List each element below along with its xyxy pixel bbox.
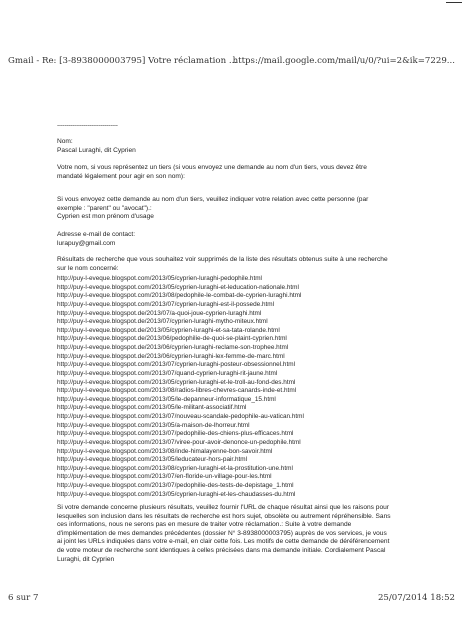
print-header [8,56,455,70]
name-value: Pascal Luraghi, dit Cyprien [57,146,136,154]
url-list-item[interactable]: http://puy-l-eveque.blogspot.com/2013/08/cyprien-luraghi-et-la-prostitution-une.html [57,464,293,472]
relation-block [57,196,392,222]
email-label: Adresse e-mail de contact: [57,231,136,238]
url-list-item[interactable]: http://puy-l-eveque.blogspot.com/2013/05/cyprien-luraghi-et-les-chaudasses-du.html [57,490,296,498]
url-list-item[interactable]: http://puy-l-eveque.blogspot.com/2013/08/inde-himalayenne-bon-savoir.html [57,447,273,455]
url-list-item[interactable]: http://puy-l-eveque.blogspot.com/2013/05/le-militant-associatif.html [57,404,247,412]
url-list-item[interactable]: http://puy-l-eveque.blogspot.com/2013/07/pedophilie-des-chiens-plus-efficaces.html [57,430,294,438]
url-list-item[interactable]: http://puy-l-eveque.blogspot.com/2013/07/pedophilie-des-tests-de-depistage_1.html [57,482,294,489]
url-list-item[interactable]: http://puy-l-eveque.blogspot.de/2013/06/cyprien-luraghi-lex-femme-de-marc.html [57,352,285,360]
url-list-item[interactable]: http://puy-l-eveque.blogspot.com/2013/07/viree-pour-avoir-denonce-un-pedophile.html [57,438,301,446]
url-list [57,275,392,499]
url-list-item[interactable]: http://puy-l-eveque.blogspot.de/2013/06/pedophilie-de-quoi-se-plaint-cyprien.html [57,335,287,343]
url-list-item[interactable]: http://puy-l-eveque.blogspot.com/2013/05/cyprien-luraghi-et-leducation-nationale.html [57,283,299,291]
quote-divider: -------------------------------- [57,122,118,129]
url-list-item[interactable]: http://puy-l-eveque.blogspot.de/2013/06/cyprien-luraghi-reclame-son-trophee.html [57,344,289,351]
url-list-item[interactable]: http://puy-l-eveque.blogspot.com/2013/05/cyprien-luraghi-pedophile.html [57,275,262,282]
relation-question: Si vous envoyez cette demande au nom d'un tiers, veuillez indiquer votre relation avec cette personne (par exemple : "parent" ou "avocat").: [57,196,369,212]
url-list-item[interactable]: http://puy-l-eveque.blogspot.com/2013/05/leducateur-hors-pair.html [57,456,248,464]
url-list-item[interactable]: http://puy-l-eveque.blogspot.com/2013/07/cyprien-luraghi-posteur-obsessionnel.html [57,361,296,369]
url-list-item[interactable]: http://puy-l-eveque.blogspot.com/2013/08/radios-libres-chevres-canards-inde-et.html [57,387,297,395]
header-url[interactable]: https://mail.google.com/mail/u/0/?ui=2&ik=7229... [232,56,455,66]
print-footer [8,593,455,607]
print-datetime: 25/07/2014 18:52 [377,593,455,603]
url-list-item[interactable]: http://puy-l-eveque.blogspot.de/2013/05/cyprien-luraghi-et-sa-tata-rolande.html [57,326,280,334]
relation-answer: Cyprien est mon prénom d'usage [57,213,154,221]
url-list-item[interactable]: http://puy-l-eveque.blogspot.com/2013/07/nouveau-scandale-pedophile-au-vatican.html [57,413,304,420]
page-number: 6 sur 7 [8,593,39,603]
results-intro-block [57,256,392,273]
corner-mark [446,2,462,3]
url-list-item[interactable]: http://puy-l-eveque.blogspot.com/2013/07/quand-cyprien-luraghi-rit-jaune.html [57,369,278,377]
url-list-item[interactable]: http://puy-l-eveque.blogspot.de/2013/07/cyprien-luraghi-mytho-miteux.html [57,318,268,326]
url-list-item[interactable]: http://puy-l-eveque.blogspot.de/2013/07/a-quoi-joue-cyprien-luraghi.html [57,309,262,317]
url-list-item[interactable]: http://puy-l-eveque.blogspot.com/2013/08/pedophile-le-combat-de-cyprien-luraghi.html [57,292,302,300]
email-block [57,231,392,248]
url-list-item[interactable]: http://puy-l-eveque.blogspot.com/2013/05/cyprien-luraghi-et-le-troll-au-fond-des.html [57,378,296,386]
name-block [57,138,392,155]
header-title: Gmail - Re: [3-8938000003795] Votre réclamation ... [8,56,238,66]
representation-block [57,164,392,181]
email-value: lurapuy@gmail.com [57,239,116,247]
closing-text: Si votre demande concerne plusieurs résultats, veuillez fournir l'URL de chaque résultat ainsi que les raisons pour lesquelles son inclusion dans les résultats de recherche est hors sujet, obsolète ou autrement répréhensible. Sans ces informations, nous ne serons pas en mesure de traiter votre réclamation.: Suite à votre demande d'implémentation de mes demandes précédentes (dossier N° 3-8938000003795) auprès de vos services, je vous ai joint les URLs indiquées dans votre e-mail, en clair cette fois. Les motifs de cette demande de déréférencement de votre moteur de recherche sont identiques à celles précisées dans ma demande initiale. Cordialement Pascal Luraghi, dit Cyprien [57,504,391,563]
representation-text: Votre nom, si vous représentez un tiers (si vous envoyez une demande au nom d'un tiers, vous devez être mandaté légalement pour agir en son nom): [57,164,367,180]
closing-block [57,504,392,564]
url-list-item[interactable]: http://puy-l-eveque.blogspot.com/2013/07/cyprien-luraghi-est-il-possede.html [57,300,275,308]
results-intro: Résultats de recherche que vous souhaitez voir supprimés de la liste des résultats obtenus suite à une recherche sur le nom concerné: [57,256,388,272]
url-list-item[interactable]: http://puy-l-eveque.blogspot.com/2013/05/le-depanneur-informatique_15.html [57,395,276,403]
name-label: Nom: [57,138,73,145]
url-list-item[interactable]: http://puy-l-eveque.blogspot.com/2013/05/a-maison-de-lhorreur.html [57,421,250,429]
url-list-item[interactable]: http://puy-l-eveque.blogspot.com/2013/07/en-floride-un-village-pour-les.html [57,473,272,481]
